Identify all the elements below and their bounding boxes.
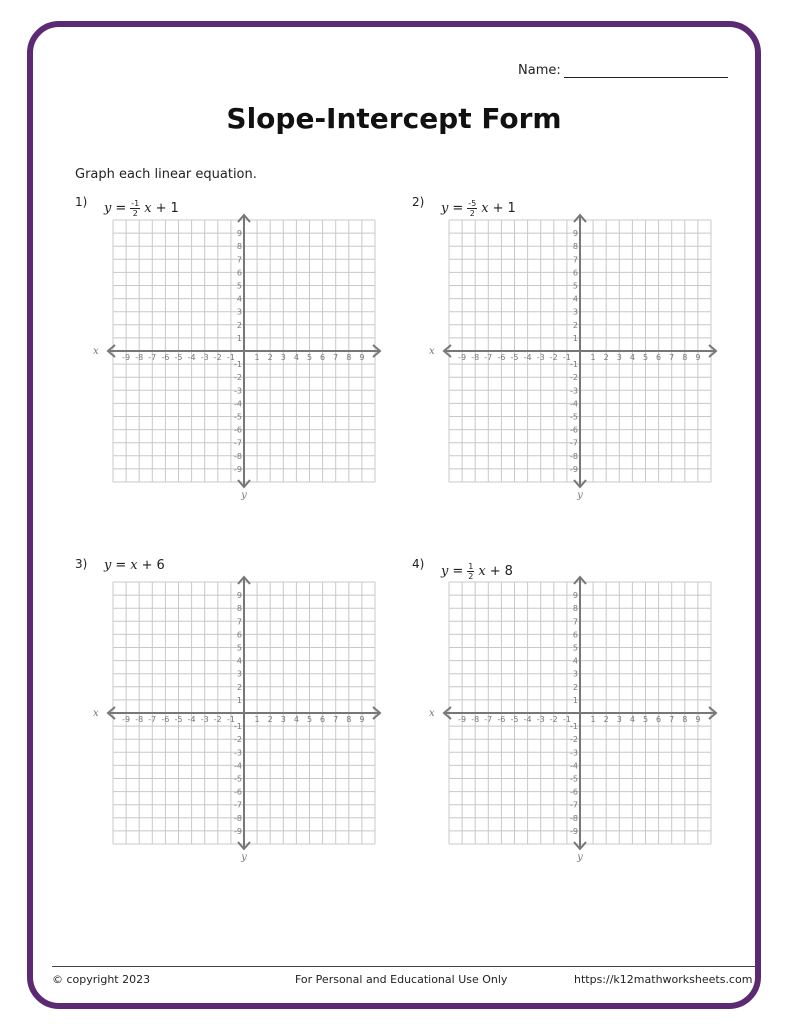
- equation: [104, 199, 179, 218]
- slope-fraction: [467, 562, 474, 581]
- y-tick-label: -2: [234, 735, 242, 745]
- y-tick-label: 3: [236, 669, 242, 679]
- fraction-numerator: 1: [468, 562, 474, 571]
- y-tick-label: -9: [234, 826, 242, 836]
- coordinate-grid[interactable]: [429, 220, 709, 501]
- x-tick-label: -6: [161, 715, 170, 724]
- equation-x: x: [130, 558, 138, 573]
- x-tick-label: -4: [187, 353, 196, 362]
- x-axis-label: x: [93, 708, 99, 719]
- x-tick-label: 1: [254, 715, 260, 724]
- x-tick-label: 4: [629, 353, 635, 362]
- y-tick-label: -5: [570, 412, 578, 422]
- y-tick-label: -7: [570, 800, 578, 810]
- footer-copyright: © copyright 2023: [52, 973, 151, 986]
- x-tick-label: 9: [359, 715, 365, 724]
- equation-plus: +: [155, 201, 167, 216]
- y-tick-label: 5: [236, 643, 242, 653]
- x-tick-label: -9: [458, 353, 467, 362]
- x-tick-label: 3: [280, 353, 286, 362]
- x-tick-label: 5: [306, 353, 313, 362]
- y-tick-label: 3: [236, 307, 242, 317]
- slope-fraction: [467, 199, 477, 218]
- y-tick-label: -1: [570, 360, 578, 370]
- y-tick-label: -3: [570, 386, 578, 396]
- x-tick-label: 9: [695, 715, 701, 724]
- x-tick-label: 7: [333, 353, 339, 362]
- equation-constant: 8: [504, 564, 513, 579]
- y-tick-label: -8: [234, 813, 242, 823]
- equation-constant: 1: [170, 201, 179, 216]
- x-tick-label: -8: [135, 353, 144, 362]
- x-tick-label: 4: [293, 715, 299, 724]
- x-tick-label: -1: [562, 715, 571, 724]
- y-tick-label: -6: [570, 787, 578, 797]
- equation: [441, 562, 513, 581]
- x-tick-label: -9: [122, 715, 131, 724]
- equation: [104, 558, 165, 573]
- slope-fraction: [130, 199, 140, 218]
- equation-lhs: y: [441, 564, 449, 579]
- y-tick-label: -8: [570, 451, 578, 461]
- y-tick-label: 6: [236, 630, 242, 640]
- y-axis-label: y: [577, 490, 583, 501]
- equation-lhs: y: [104, 558, 112, 573]
- y-tick-label: -4: [234, 399, 242, 409]
- y-tick-label: 1: [572, 333, 578, 343]
- equation-equals: =: [452, 201, 464, 216]
- y-tick-label: 2: [572, 320, 578, 330]
- x-tick-label: -5: [510, 715, 519, 724]
- y-tick-label: 5: [572, 643, 578, 653]
- y-axis-label: y: [577, 852, 583, 863]
- x-tick-label: 4: [293, 353, 299, 362]
- x-tick-label: 1: [254, 353, 260, 362]
- page-title: Slope-Intercept Form: [226, 102, 562, 135]
- x-tick-label: 6: [656, 715, 662, 724]
- x-tick-label: -2: [213, 715, 222, 724]
- coordinate-grid[interactable]: [93, 220, 373, 501]
- equation-plus: +: [141, 558, 153, 573]
- x-tick-label: -7: [148, 353, 157, 362]
- y-tick-label: 3: [572, 669, 578, 679]
- fraction-denominator: 2: [469, 209, 475, 218]
- y-tick-label: -8: [234, 451, 242, 461]
- x-tick-label: 8: [682, 715, 688, 724]
- x-tick-label: 6: [320, 353, 326, 362]
- x-axis-label: x: [429, 346, 435, 357]
- y-tick-label: 5: [572, 281, 578, 291]
- y-tick-label: 7: [572, 617, 578, 627]
- y-tick-label: -7: [570, 438, 578, 448]
- x-tick-label: 8: [346, 353, 352, 362]
- equation-constant: 6: [156, 558, 165, 573]
- x-tick-label: 6: [656, 353, 662, 362]
- y-tick-label: -1: [234, 722, 242, 732]
- x-tick-label: 3: [616, 715, 622, 724]
- x-tick-label: 8: [682, 353, 688, 362]
- y-tick-label: -8: [570, 813, 578, 823]
- x-tick-label: 8: [346, 715, 352, 724]
- x-tick-label: 1: [590, 715, 596, 724]
- y-tick-label: -2: [570, 373, 578, 383]
- x-tick-label: 7: [333, 715, 339, 724]
- x-tick-label: 2: [267, 353, 273, 362]
- footer-url[interactable]: https://k12mathworksheets.com: [574, 973, 753, 986]
- equation-x: x: [144, 201, 152, 216]
- y-tick-label: -3: [234, 748, 242, 758]
- equation-equals: =: [115, 201, 127, 216]
- fraction-numerator: -5: [468, 199, 477, 208]
- x-tick-label: -2: [549, 715, 558, 724]
- x-tick-label: -5: [510, 353, 519, 362]
- footer-usage: For Personal and Educational Use Only: [295, 973, 508, 986]
- y-tick-label: 2: [236, 320, 242, 330]
- x-tick-label: 4: [629, 715, 635, 724]
- y-tick-label: 2: [236, 682, 242, 692]
- y-tick-label: 4: [236, 656, 242, 666]
- instructions: Graph each linear equation.: [75, 167, 257, 182]
- y-tick-label: -9: [234, 464, 242, 474]
- x-tick-label: 7: [669, 715, 675, 724]
- equation-equals: =: [452, 564, 464, 579]
- name-field[interactable]: [518, 63, 728, 78]
- x-tick-label: -8: [471, 715, 480, 724]
- x-tick-label: -9: [458, 715, 467, 724]
- x-tick-label: -3: [536, 715, 545, 724]
- y-tick-label: 3: [572, 307, 578, 317]
- x-tick-label: -1: [226, 715, 235, 724]
- equation-plus: +: [489, 564, 501, 579]
- x-tick-label: -7: [148, 715, 157, 724]
- y-tick-label: 8: [236, 242, 242, 252]
- y-tick-label: 9: [236, 229, 242, 239]
- y-tick-label: -5: [570, 774, 578, 784]
- x-tick-label: 9: [359, 353, 365, 362]
- x-tick-label: 5: [642, 715, 649, 724]
- y-tick-label: 8: [572, 604, 578, 614]
- fraction-denominator: 2: [132, 209, 138, 218]
- y-tick-label: 6: [236, 268, 242, 278]
- y-tick-label: -9: [570, 464, 578, 474]
- x-tick-label: -3: [200, 353, 209, 362]
- problem-number: 3): [75, 557, 88, 571]
- y-tick-label: 2: [572, 682, 578, 692]
- x-tick-label: 9: [695, 353, 701, 362]
- x-tick-label: -8: [471, 353, 480, 362]
- x-tick-label: 5: [306, 715, 313, 724]
- y-tick-label: -6: [234, 425, 242, 435]
- x-tick-label: 6: [320, 715, 326, 724]
- x-tick-label: -6: [161, 353, 170, 362]
- y-tick-label: -9: [570, 826, 578, 836]
- coordinate-grid[interactable]: [93, 582, 373, 863]
- name-label: Name:: [518, 63, 561, 78]
- footer-divider: [52, 966, 756, 967]
- y-tick-label: 1: [236, 695, 242, 705]
- x-tick-label: -6: [497, 353, 506, 362]
- y-tick-label: -7: [234, 800, 242, 810]
- y-tick-label: 7: [572, 255, 578, 265]
- y-tick-label: -4: [570, 761, 578, 771]
- x-tick-label: -5: [174, 353, 183, 362]
- y-tick-label: 7: [236, 255, 242, 265]
- y-tick-label: -1: [234, 360, 242, 370]
- x-tick-label: -4: [523, 353, 532, 362]
- y-tick-label: 4: [572, 294, 578, 304]
- equation-lhs: y: [441, 201, 449, 216]
- y-tick-label: -7: [234, 438, 242, 448]
- fraction-numerator: -1: [131, 199, 140, 208]
- y-tick-label: 4: [572, 656, 578, 666]
- y-tick-label: 8: [236, 604, 242, 614]
- y-tick-label: -6: [234, 787, 242, 797]
- equation: [441, 199, 516, 218]
- y-tick-label: 7: [236, 617, 242, 627]
- y-tick-label: 6: [572, 630, 578, 640]
- fraction-denominator: 2: [468, 572, 474, 581]
- x-tick-label: -7: [484, 715, 493, 724]
- y-tick-label: -5: [234, 412, 242, 422]
- equation-lhs: y: [104, 201, 112, 216]
- equation-equals: =: [115, 558, 127, 573]
- x-tick-label: -6: [497, 715, 506, 724]
- x-tick-label: -4: [187, 715, 196, 724]
- x-tick-label: -9: [122, 353, 131, 362]
- y-tick-label: -1: [570, 722, 578, 732]
- y-tick-label: -3: [570, 748, 578, 758]
- x-axis-label: x: [429, 708, 435, 719]
- x-tick-label: 2: [267, 715, 273, 724]
- y-tick-label: 1: [572, 695, 578, 705]
- x-tick-label: -4: [523, 715, 532, 724]
- x-tick-label: -5: [174, 715, 183, 724]
- x-tick-label: 2: [603, 715, 609, 724]
- y-tick-label: 9: [572, 591, 578, 601]
- x-tick-label: -1: [562, 353, 571, 362]
- y-tick-label: 4: [236, 294, 242, 304]
- y-tick-label: 8: [572, 242, 578, 252]
- y-tick-label: 9: [236, 591, 242, 601]
- x-tick-label: -7: [484, 353, 493, 362]
- y-tick-label: 9: [572, 229, 578, 239]
- problem-number: 1): [75, 195, 88, 209]
- y-tick-label: -6: [570, 425, 578, 435]
- y-tick-label: -4: [234, 761, 242, 771]
- x-tick-label: -3: [200, 715, 209, 724]
- x-tick-label: -2: [549, 353, 558, 362]
- x-tick-label: -2: [213, 353, 222, 362]
- x-tick-label: -8: [135, 715, 144, 724]
- y-tick-label: -5: [234, 774, 242, 784]
- name-blank[interactable]: [564, 63, 728, 78]
- y-tick-label: -2: [570, 735, 578, 745]
- equation-x: x: [478, 564, 486, 579]
- equation-plus: +: [492, 201, 504, 216]
- x-tick-label: 7: [669, 353, 675, 362]
- coordinate-grid[interactable]: [429, 582, 709, 863]
- x-tick-label: 2: [603, 353, 609, 362]
- x-tick-label: 5: [642, 353, 649, 362]
- equation-constant: 1: [507, 201, 516, 216]
- y-tick-label: 5: [236, 281, 242, 291]
- x-tick-label: 1: [590, 353, 596, 362]
- y-axis-label: y: [241, 490, 247, 501]
- y-axis-label: y: [241, 852, 247, 863]
- x-tick-label: 3: [280, 715, 286, 724]
- problem-number: 4): [412, 557, 425, 571]
- problem-number: 2): [412, 195, 425, 209]
- y-tick-label: 1: [236, 333, 242, 343]
- equation-x: x: [481, 201, 489, 216]
- x-tick-label: -1: [226, 353, 235, 362]
- x-axis-label: x: [93, 346, 99, 357]
- y-tick-label: -4: [570, 399, 578, 409]
- y-tick-label: 6: [572, 268, 578, 278]
- y-tick-label: -2: [234, 373, 242, 383]
- x-tick-label: -3: [536, 353, 545, 362]
- x-tick-label: 3: [616, 353, 622, 362]
- y-tick-label: -3: [234, 386, 242, 396]
